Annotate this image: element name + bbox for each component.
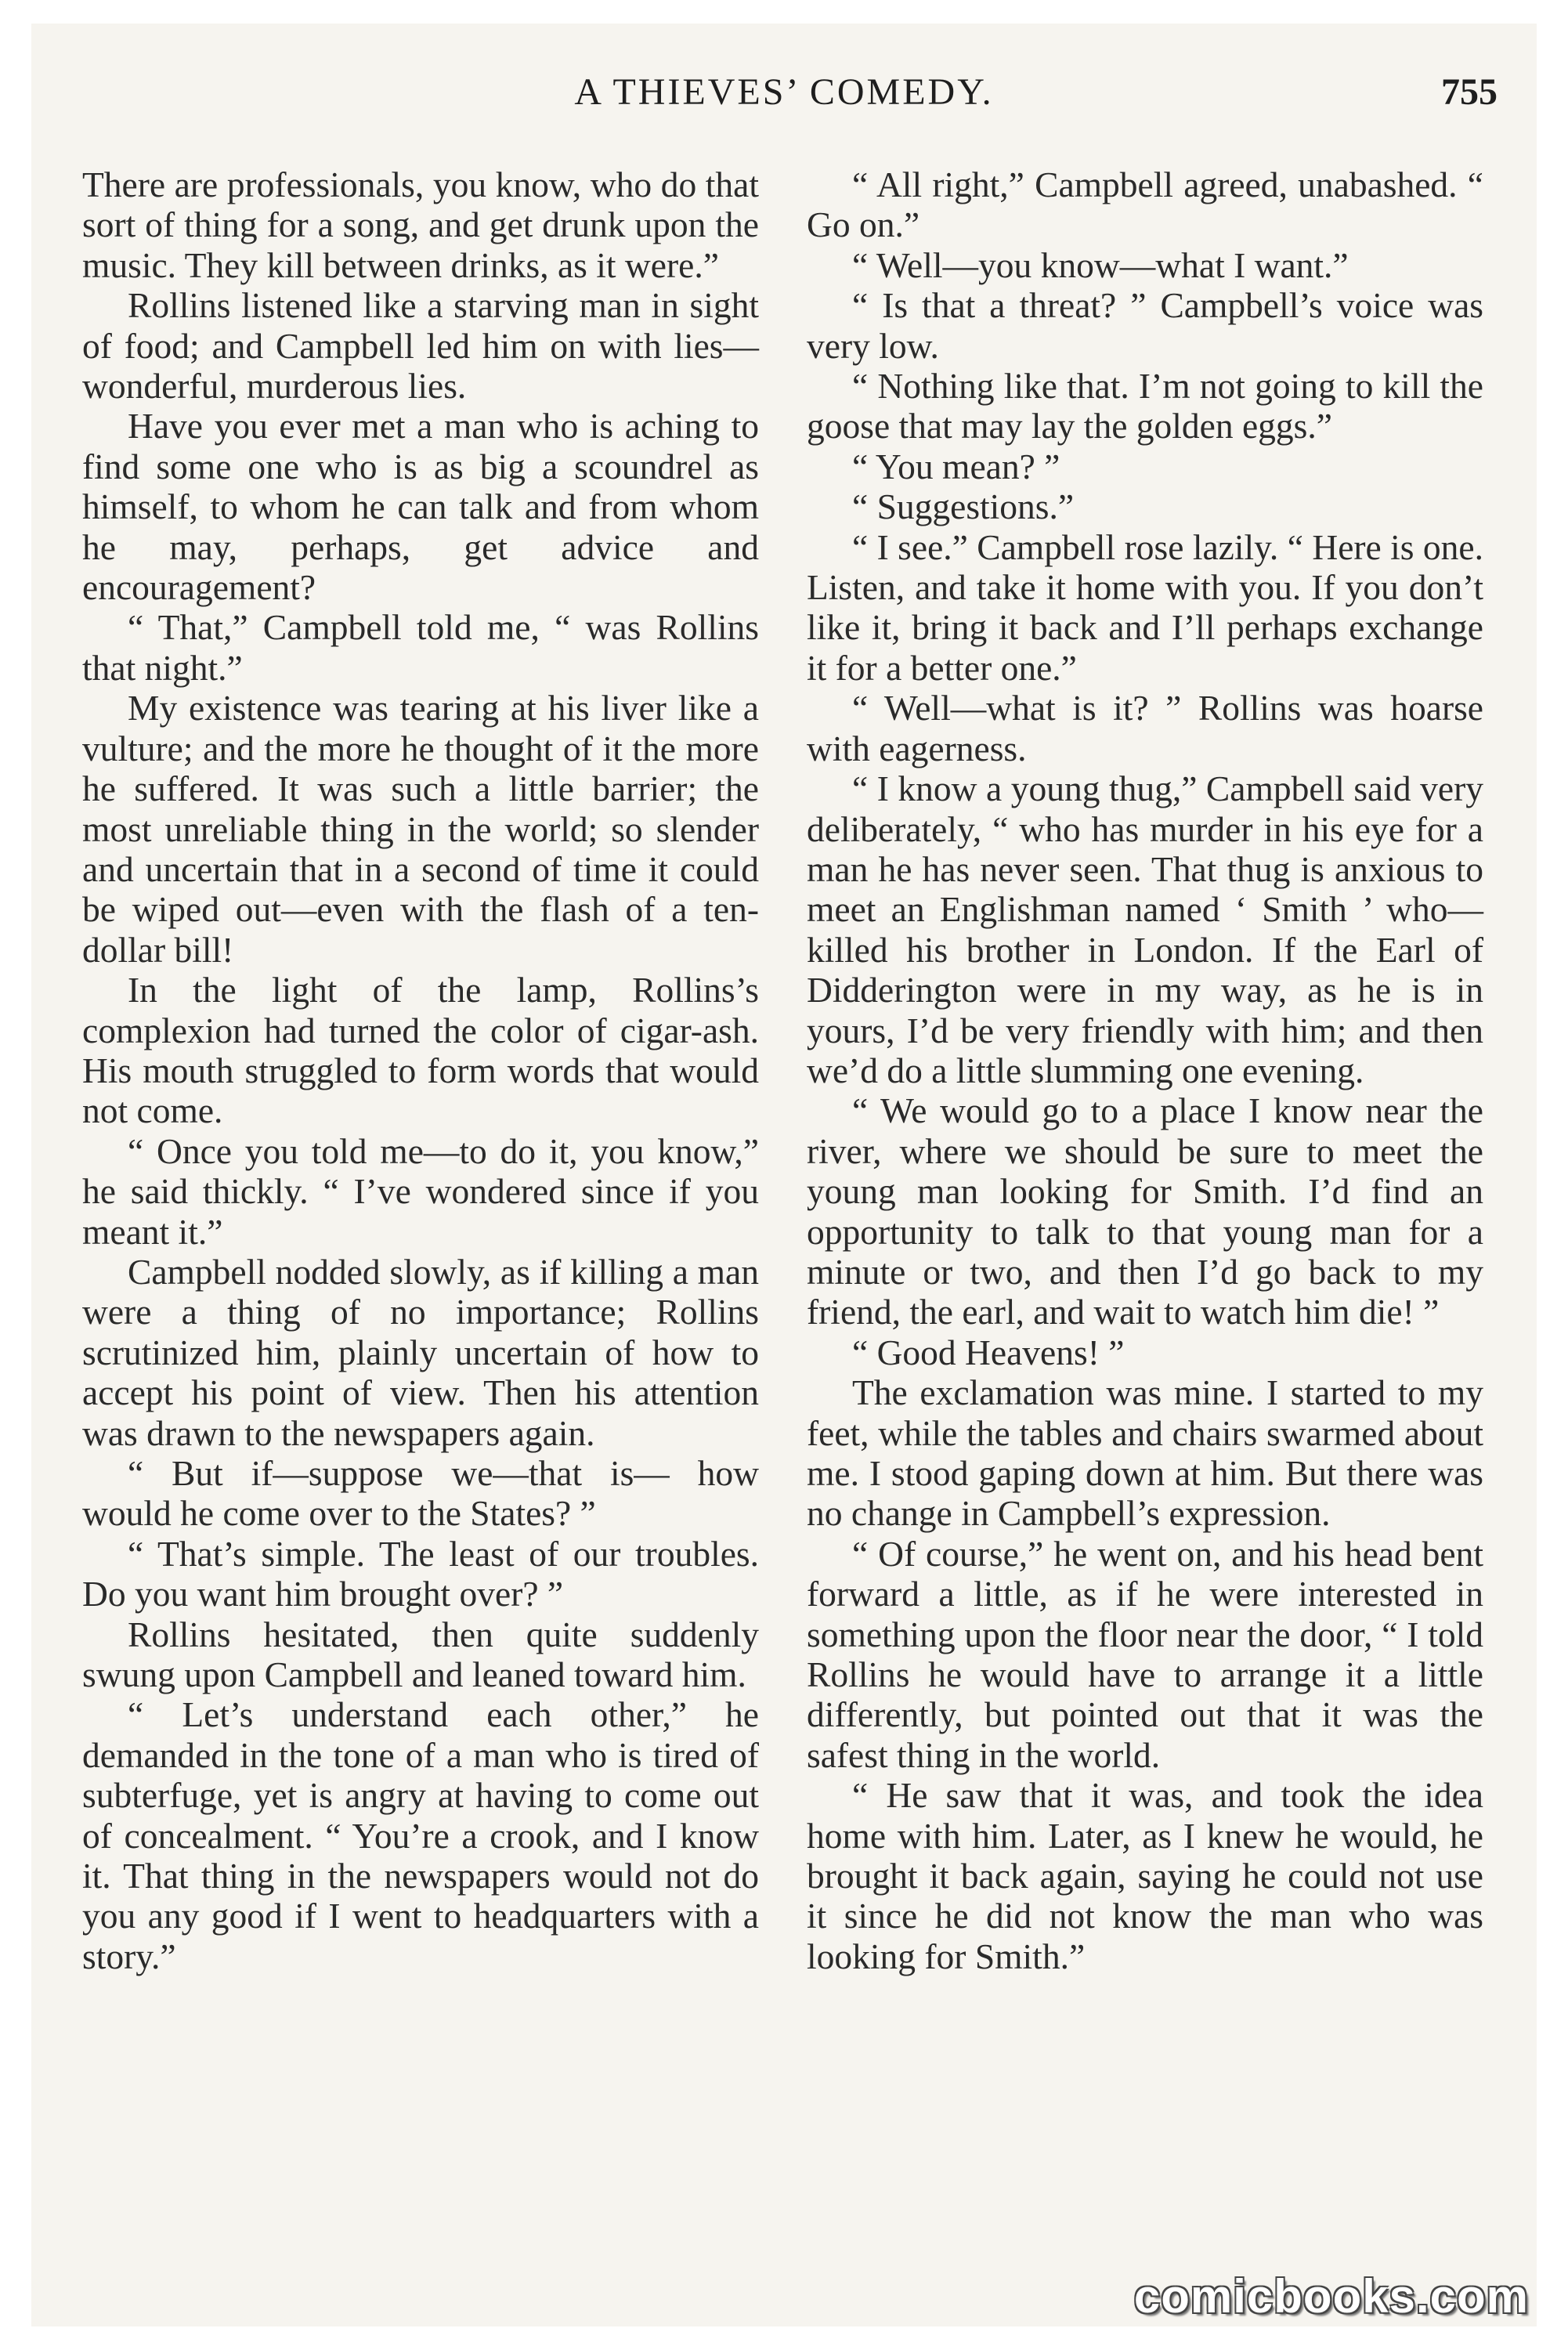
paragraph: “ I see.” Campbell rose lazily. “ Here is one. Listen, and take it home with you. If you don’t like it, bring it back and I’ll perhaps exchange it for a better one.” [807, 526, 1483, 688]
paragraph: There are professionals, you know, who do that sort of thing for a song, and get drunk upon the music. They kill between drinks, as it were.” [82, 164, 759, 285]
paragraph: “ Well—what is it? ” Rollins was hoarse with eagerness. [807, 688, 1483, 768]
paragraph: Rollins hesitated, then quite suddenly swung upon Campbell and leaned toward him. [82, 1614, 759, 1695]
magazine-page [31, 24, 1537, 2326]
paragraph: “ Good Heavens! ” [852, 1332, 1125, 1372]
paragraph: “ We would go to a place I know near the river, where we should be sure to meet the young man looking for Smith. I’d find an opportunity to talk to that young man for a minute or two, and then I’d go back to my friend, the earl, and wait to watch him die! ” [807, 1090, 1483, 1332]
paragraph: The exclamation was mine. I started to my feet, while the tables and chairs swarmed about me. I stood gaping down at him. But there was no change in Campbell’s expression. [807, 1372, 1483, 1534]
paragraph: “ Suggestions.” [852, 486, 1075, 527]
running-title: A THIEVES’ COMEDY. [574, 71, 994, 113]
paragraph: “ Once you told me—to do it, you know,” he said thickly. “ I’ve wondered since if you meant it.” [82, 1130, 759, 1252]
paragraph: “ He saw that it was, and took the idea home with him. Later, as I knew he would, he brought it back again, saying he could not use it since he did not know the man who was looking for Smith.” [807, 1775, 1483, 1976]
paragraph: “ Well—you know—what I want.” [852, 244, 1349, 285]
paragraph: “ Let’s understand each other,” he demanded in the tone of a man who is tired of subterfuge, yet is angry at having to come out of concealment. “ You’re a crook, and I know it. That thing in the newspapers would not do you any good if I went to headquarters with a story.” [82, 1694, 759, 1976]
paragraph: “ But if—suppose we—that is— how would he come over to the States? ” [82, 1453, 759, 1534]
paragraph: “ Nothing like that. I’m not going to kill the goose that may lay the golden eggs.” [807, 366, 1483, 446]
page-header [31, 70, 1537, 133]
page-number: 755 [1441, 71, 1498, 113]
paragraph: In the light of the lamp, Rollins’s complexion had turned the color of cigar-ash. His mouth struggled to form words that would not come. [82, 970, 759, 1131]
paragraph: My existence was tearing at his liver like a vulture; and the more he thought of it the more he suffered. It was such a little barrier; the most unreliable thing in the world; so slender and uncertain that in a second of time it could be wiped out—even with the flash of a ten-dollar bill! [82, 688, 759, 970]
paragraph: “ Is that a threat? ” Campbell’s voice was very low. [807, 285, 1483, 366]
left-column [82, 164, 759, 1976]
paragraph: Have you ever met a man who is aching to find some one who is as big a scoundrel as himself, to whom he can talk and from whom he may, perhaps, get advice and encouragement? [82, 406, 759, 608]
paragraph: Rollins listened like a starving man in sight of food; and Campbell led him on with lies—wonderful, murderous lies. [82, 285, 759, 407]
paragraph: “ That’s simple. The least of our troubles. Do you want him brought over? ” [82, 1533, 759, 1614]
paragraph: “ All right,” Campbell agreed, unabashed. “ Go on.” [807, 164, 1483, 245]
paragraph: Campbell nodded slowly, as if killing a man were a thing of no importance; Rollins scrutinized him, plainly uncertain of how to accept his point of view. Then his attention was drawn to the newspapers again. [82, 1251, 759, 1453]
paragraph: “ Of course,” he went on, and his head bent forward a little, as if he were interested in something upon the floor near the door, “ I told Rollins he would have to arrange it a little differently, but pointed out that it was the safest thing in the world. [807, 1533, 1483, 1775]
paragraph: “ You mean? ” [852, 446, 1060, 486]
paragraph: “ I know a young thug,” Campbell said very deliberately, “ who has murder in his eye for a man he has never seen. That thug is anxious to meet an Englishman named ‘ Smith ’ who— killed his brother in London. If the Earl of Didderington were in my way, as he is in yours, I’d be very friendly with him; and then we’d do a little slumming one evening. [807, 768, 1483, 1090]
right-column [807, 164, 1483, 1976]
paragraph: “ That,” Campbell told me, “ was Rollins that night.” [82, 607, 759, 688]
watermark: comicbooks.com [1133, 2270, 1529, 2323]
